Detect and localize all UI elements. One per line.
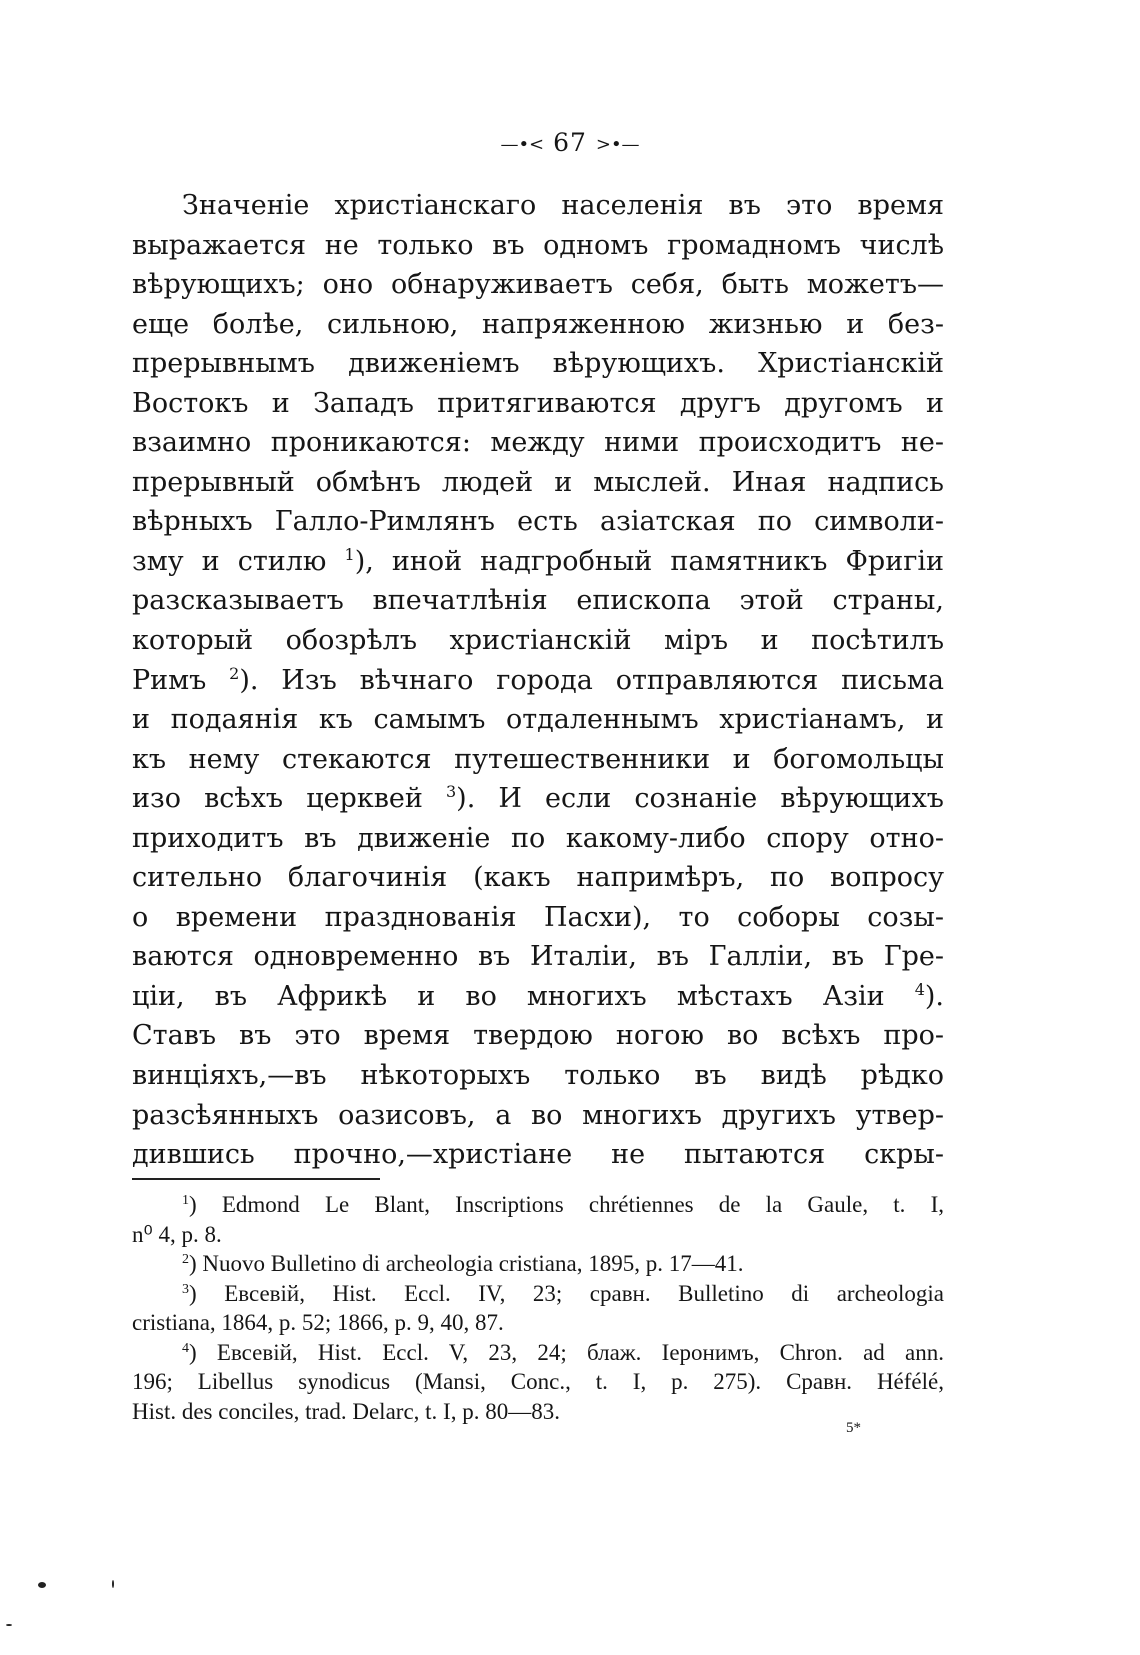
- footnote-text: n⁰ 4, p. 8.: [132, 1221, 222, 1247]
- body-line: къ нему стекаются путешественники и богомольцы: [132, 743, 944, 775]
- body-line: прерывнымъ движеніемъ вѣрующихъ. Христіанскій: [132, 348, 944, 380]
- footnote-mark: 2: [182, 1252, 189, 1267]
- body-line-text: ціи, въ Африкѣ и во многихъ мѣстахъ Азіи: [132, 980, 915, 1012]
- body-line: прерывный обмѣнъ людей и мыслей. Иная надпись: [132, 466, 944, 498]
- footnote-text: ) Евсевій, Hist. Eccl. V, 23, 24; блаж. Іеронимъ, Chron. ad ann.: [189, 1339, 944, 1365]
- body-line: винціяхъ,—въ нѣкоторыхъ только въ видѣ рѣдко: [132, 1060, 944, 1092]
- footnote-text: ) Nuovo Bulletino di archeologia cristiana, 1895, p. 17—41.: [189, 1251, 744, 1276]
- body-line: вѣрующихъ; оно обнаруживаетъ себя, быть можетъ—: [132, 269, 944, 301]
- body-line: разсказываетъ впечатлѣнія епископа этой страны,: [132, 585, 944, 617]
- footnote-text: ) Edmond Le Blant, Inscriptions chrétiennes de la Gaule, t. I,: [189, 1192, 944, 1217]
- footnote-mark: 3: [182, 1281, 189, 1297]
- footnote-line: [132, 1338, 944, 1368]
- body-line: разсѣянныхъ оазисовъ, а во многихъ другихъ утвер-: [132, 1099, 944, 1131]
- footnote-reference: 4: [914, 979, 925, 999]
- body-text: [132, 186, 944, 1175]
- header-ornament-right: >•—: [595, 134, 640, 155]
- body-line: взаимно проникаются: между ними происходитъ не-: [132, 427, 944, 459]
- footnote-mark: 4: [182, 1340, 189, 1356]
- body-line: выражается не только въ одномъ громадномъ числѣ: [132, 229, 944, 261]
- signature-mark: 5*: [846, 1420, 861, 1436]
- footnotes: [132, 1190, 944, 1426]
- body-line-text: ). Изъ вѣчнаго города отправляются письма: [239, 664, 944, 696]
- body-line-text: ), иной надгробный памятникъ Фригіи: [354, 545, 944, 577]
- body-line: еще болѣе, сильною, напряженною жизнью и без-: [132, 308, 944, 340]
- footnote-text: 196; Libellus synodicus (Mansi, Conc., t. I, p. 275). Сравн. Héfélé,: [132, 1369, 944, 1394]
- body-line: Востокъ и Западъ притягиваются другъ другомъ и: [132, 387, 944, 419]
- body-line: вѣрныхъ Галло-Римлянъ есть азіатская по символи-: [132, 506, 944, 538]
- body-line: и подаянія къ самымъ отдаленнымъ христіанамъ, и: [132, 704, 944, 736]
- body-line-text: изо всѣхъ церквей: [132, 783, 446, 815]
- body-line-text: зму и стилю: [132, 545, 345, 577]
- page-number: 67: [553, 128, 587, 157]
- footnote-line: [132, 1220, 944, 1250]
- body-line: который обозрѣлъ христіанскій міръ и посѣтилъ: [132, 625, 944, 657]
- footnote-line: [132, 1249, 944, 1279]
- body-line: Ставъ въ это время твердою ногою во всѣхъ про-: [132, 1020, 944, 1052]
- footnote-line: [132, 1397, 944, 1427]
- scan-speck: [112, 1580, 114, 1588]
- body-line: приходитъ въ движеніе по какому-либо спору отно-: [132, 822, 944, 854]
- footnote-rule: [132, 1178, 380, 1180]
- page-header: [0, 128, 1140, 157]
- footnote-line: [132, 1367, 944, 1397]
- body-line: Значеніе христіанскаго населенія въ это время: [182, 190, 944, 221]
- footnote-text: ) Евсевій, Hist. Eccl. IV, 23; сравн. Bulletino di archeologia: [189, 1280, 944, 1306]
- body-line-text: Римъ: [132, 664, 230, 696]
- header-ornament-left: —•<: [500, 134, 545, 155]
- body-line: [132, 779, 944, 819]
- footnote-line: [132, 1279, 944, 1309]
- body-line: о времени празднованія Пасхи), то соборы созы-: [132, 901, 944, 933]
- body-line: ваются одновременно въ Италіи, въ Галліи, въ Гре-: [132, 941, 944, 973]
- footnote-line: [132, 1190, 944, 1220]
- body-line: сительно благочинія (какъ напримѣръ, по вопросу: [132, 862, 944, 894]
- footnote-text: cristiana, 1864, p. 52; 1866, p. 9, 40, 87.: [132, 1310, 504, 1335]
- body-line: [132, 977, 944, 1017]
- scan-speck: [38, 1582, 46, 1588]
- body-line: дившись прочно,—христіане не пытаются скры-: [132, 1139, 944, 1171]
- footnote-mark: 1: [182, 1193, 189, 1208]
- footnote-line: [132, 1308, 944, 1338]
- body-line: [132, 661, 944, 701]
- footnote-text: Hist. des conciles, trad. Delarc, t. I, p. 80—83.: [132, 1398, 560, 1424]
- body-line-text: ). И если сознаніе вѣрующихъ: [456, 783, 944, 815]
- scan-speck: [6, 1624, 12, 1626]
- footnote-reference: 2: [229, 663, 240, 683]
- body-line-text: ).: [924, 980, 944, 1012]
- body-line: [132, 542, 944, 582]
- footnote-reference: 3: [445, 782, 457, 802]
- footnote-reference: 1: [344, 544, 355, 564]
